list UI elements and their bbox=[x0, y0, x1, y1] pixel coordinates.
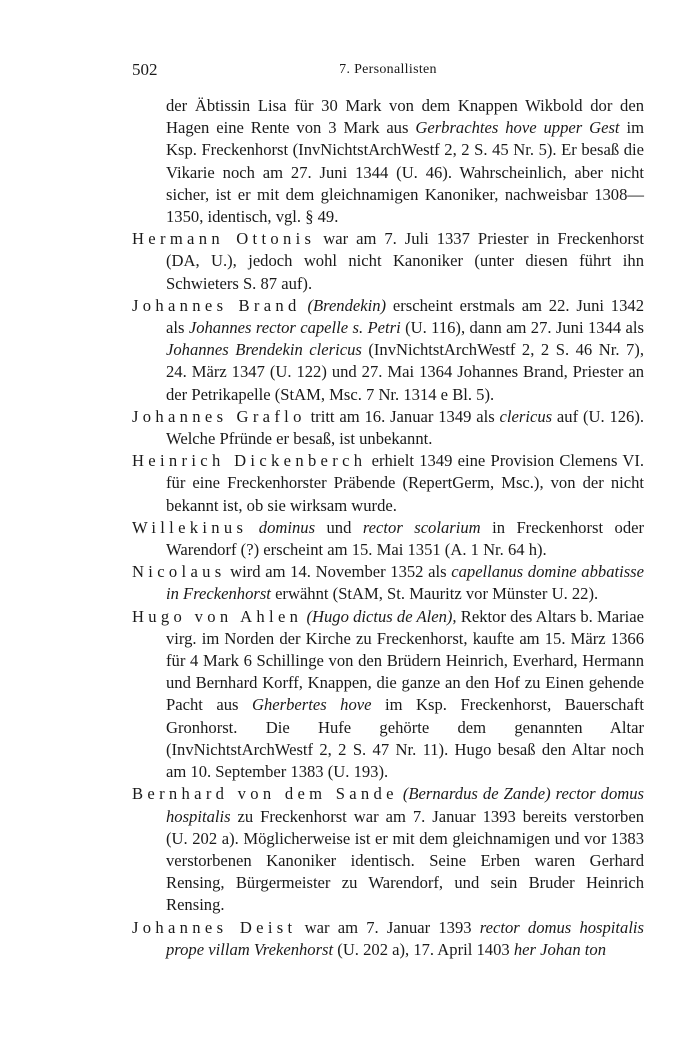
person-name: Johannes Deist bbox=[132, 917, 297, 937]
person-name: Hermann Ottonis bbox=[132, 229, 316, 249]
entry-hugo-von-ahlen: Hugo von Ahlen (Hugo dictus de Alen), Rektor des Altars b. Mariae virg. im Norden der Kirche zu Freckenhorst, kaufte am 15. März 1366 für 4 Mark 6 Schillinge von den Brüdern Heinrich, Everhard, Hermann und Bernhard Korff, Knappen, die ganze an den Hof zu Einen gehende Pacht aus Gherbertes hove im Ksp. Freckenhorst, Bauerschaft Gronhorst. Die Hufe gehörte dem genannten Altar (InvNichtstArchWestf 2, 2 S. 47 Nr. 11). Hugo besaß den Altar noch am 10. September 1383 (U. 193). bbox=[132, 606, 644, 782]
person-name: Johannes Brand bbox=[132, 295, 301, 315]
entry-willekinus: Willekinus dominus und rector scolarium in Freckenhorst oder Warendorf (?) erscheint am 15. Mai 1351 (A. 1 Nr. 64 h). bbox=[132, 517, 645, 560]
entry-johannes-graflo: Johannes Graflo tritt am 16. Januar 1349 als clericus auf (U. 126). Welche Pfründe er besaß, ist unbekannt. bbox=[132, 406, 645, 449]
entry-hermann-ottonis: Hermann Ottonis war am 7. Juli 1337 Priester in Freckenhorst (DA, U.), jedoch wohl nicht Kanoniker (unter diesen führt ihn Schwieters S. 87 auf). bbox=[132, 229, 644, 293]
person-name: Bernhard von dem Sande bbox=[132, 784, 398, 804]
person-name: Heinrich Dickenberch bbox=[132, 451, 367, 471]
entry-bernhard-von-dem-sande: Bernhard von dem Sande (Bernardus de Zande) rector domus hospitalis zu Freckenhorst war am 7. Januar 1393 bereits verstorben (U. 202 a). Möglicherweise ist er mit dem gleichnamigen und vor 1383 verstorbenen Kanoniker identisch. Seine Erben waren Gerhard Rensing, Bürgermeister zu Warendorf, und sein Bruder Heinrich Rensing. bbox=[132, 784, 644, 915]
running-head: 7. Personallisten bbox=[339, 62, 437, 77]
entry-nicolaus: Nicolaus wird am 14. November 1352 als capellanus domine abbatisse in Freckenhorst erwähnt (StAM, St. Mauritz vor Münster U. 22). bbox=[132, 562, 644, 604]
entry-continuation: der Äbtissin Lisa für 30 Mark von dem Knappen Wikbold dor den Hagen eine Rente von 3 Mark aus Gerbrachtes hove upper Gest im Ksp. Freckenhorst (InvNichtstArchWestf 2, 2 S. 45 Nr. 5). Er besaß die Vikarie noch am 27. Juni 1344 (U. 46). Wahrscheinlich, aber nicht sicher, ist er mit dem gleichnamigen Kanoniker, nachweisbar 1308—1350, identisch, vgl. § 49. bbox=[166, 96, 644, 227]
entry-johannes-brand: Johannes Brand (Brendekin) erscheint erstmals am 22. Juni 1342 als Johannes rector capelle s. Petri (U. 116), dann am 27. Juni 1344 als Johannes Brendekin clericus (InvNichtstArchWestf 2, 2 S. 46 Nr. 7), 24. März 1347 (U. 122) und 27. Mai 1364 Johannes Brand, Priester an der Petrikapelle (StAM, Msc. 7 Nr. 1314 e Bl. 5). bbox=[132, 295, 644, 404]
person-name: Nicolaus bbox=[132, 562, 226, 582]
entry-heinrich-dickenberch: Heinrich Dickenberch erhielt 1349 eine Provision Clemens VI. für eine Freckenhorster Präbende (RepertGerm, Msc.), von der nicht bekannt ist, ob sie wirksam wurde. bbox=[132, 451, 644, 515]
page-number: 502 bbox=[132, 60, 158, 79]
entry-johannes-deist: Johannes Deist war am 7. Januar 1393 rector domus hospitalis prope villam Vrekenhorst (U. 202 a), 17. April 1403 her Johan ton bbox=[132, 917, 644, 959]
person-name: Hugo von Ahlen bbox=[132, 606, 303, 626]
person-name: Johannes Graflo bbox=[132, 406, 306, 426]
text-body bbox=[132, 95, 644, 961]
person-name: Willekinus bbox=[132, 517, 248, 537]
page-header bbox=[132, 60, 644, 82]
